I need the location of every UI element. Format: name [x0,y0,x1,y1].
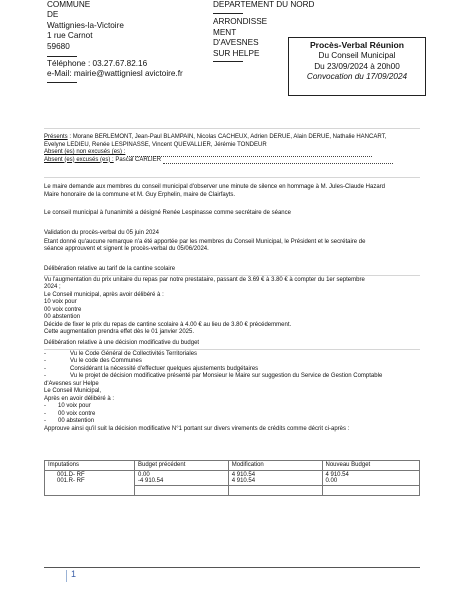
table-cell [45,471,135,486]
cantine-line-1: Vu l'augmentation du prix unitaire du repas par notre prestataire, passant de 3.69 € à 3.80 € à compter du 1er septembre [44,276,365,283]
silence-line-1: Le maire demande aux membres du conseil municipal d'observer une minute de silence en hommage à M. Jules-Claude Hazard [44,184,385,190]
secretary-paragraph: Le conseil municipal à l'unanimité a désigné Renée Lespinasse comme secrétaire de séance [44,210,291,216]
excused-names: Pascal CARLIER [115,156,162,163]
table-cell [228,471,322,486]
budget-after: Après en avoir délibéré à : [44,395,115,402]
cell-text: 4 910.54 [231,472,256,478]
budget-bullet-1 [44,351,424,359]
divider [213,13,243,14]
footer-vertical-rule [66,570,67,582]
absent-line [44,149,420,157]
cantine-section [44,266,424,337]
cell-text: 0.00 [138,472,150,478]
commune-phone: Téléphone : 03.27.67.82.16 [47,59,148,69]
cell-text: -4 910.54 [138,478,164,484]
cell-text: 4 910.54 [325,472,349,478]
section-separator [44,349,420,350]
page-number: 1 [71,569,77,579]
session-convocation: Convocation du 17/09/2024 [306,72,408,82]
footer-rule [44,567,420,568]
bullet-text: 10 voix pour [58,403,91,409]
bullet-text: Vu le projet de décision modificative présenté par Monsieur le Maire sur suggestion du Service de Gestion Comptable [70,373,383,379]
commune-name: Wattignies-la-Victoire [47,20,124,30]
commune-email: e-Mail: mairie@wattigniesl avictoire.fr [47,69,183,79]
table-row [45,486,420,496]
arrondissement-line-4: SUR HELPE [213,48,260,58]
bullet-text: Vu le Code Général de Collectivités Territoriales [70,350,198,357]
header-separator [44,128,420,129]
budget-vote-for [44,403,424,411]
budget-table [44,460,420,496]
section-separator [44,177,420,178]
excused-line [44,157,420,165]
validation-line-2: séance approuvent et signent le procès-verbal du 05/06/2024. [44,246,209,252]
commune-de: DE [47,10,59,20]
validation-section [44,230,424,254]
budget-vote-against [44,411,424,419]
table-cell [228,486,322,496]
table-cell [135,486,229,496]
silence-line-2: Maire honoraire de la commune et M. Guy Erphelin, maire de Clairfayts. [44,191,236,198]
divider [47,56,77,57]
absent-label: Absent (es) non excusés (es) : [44,149,126,155]
cantine-line-4: Décide de fixer le prix du repas de cantine scolaire à 4.00 € au lieu de 3.80 € précédemment. [44,321,292,328]
silence-paragraph [44,184,424,199]
attendance-section [44,134,420,164]
bullet-marker: - [44,418,46,424]
table-header-cell: Nouveau Budget [322,461,420,471]
budget-vote-abstention [44,418,424,426]
arrondissement-line-1: ARRONDISSE [213,17,268,27]
budget-bullet-2 [44,358,424,366]
cantine-vote-against: 00 voix contre [44,306,82,313]
budget-approve: Approuve ainsi qu'il suit la décision modificative N°1 portant sur divers virements de crédits comme décrit ci-après : [44,425,350,432]
commune-label: COMMUNE [47,0,91,9]
cantine-line-3: Le Conseil municipal, après avoir délibéré à : [44,291,164,298]
section-separator [44,275,420,276]
present-names: : Morane BERLEMONT, Jean-Paul BLAMPAIN, Nicolas CACHEUX, Adrien DERUE, Alain DERUE, Nathalie HANCART, [67,134,387,140]
present-names-continued: Evelyne LEDIEU, Renée LESPINASSE, Vincent QUEVALLIER, Jérémie TONDEUR [44,141,267,148]
commune-postcode: 59680 [47,41,70,51]
present-label: Présents [44,134,68,140]
bullet-text: 00 voix contre [58,410,96,417]
table-row [45,471,420,486]
bullet-text: Vu le code des Communes [70,358,142,364]
cantine-vote-for: 10 voix pour [44,299,77,305]
cantine-line-2: 2024 ; [44,284,61,290]
cantine-title: Délibération relative au tarif de la cantine scolaire [44,266,176,272]
session-box [288,37,426,96]
dotted-leader [127,151,372,157]
budget-title: Délibération relative à une décision modificative du budget [44,340,200,346]
table-header-cell: Imputations [45,461,135,471]
session-subtitle: Du Conseil Municipal [318,50,396,60]
table-cell [322,486,420,496]
bullet-marker: - [44,365,46,372]
commune-block [47,0,183,83]
table-header-row [45,461,420,471]
session-title: Procès-Verbal Réunion [309,40,405,50]
cell-text: 0.00 [325,478,338,484]
budget-bullet-4 [44,373,424,381]
commune-street: 1 rue Carnot [47,31,93,41]
cantine-vote-abstention: 00 abstention [44,314,81,320]
budget-council: Le Conseil Municipal, [44,388,102,394]
budget-bullet-4-continued: d'Avesnes sur Helpe [44,380,99,387]
table-cell [45,486,135,496]
bullet-marker: - [44,358,46,364]
table-header-cell: Modification [228,461,322,471]
bullet-marker: - [44,350,46,357]
dotted-leader [163,158,393,164]
validation-line-1: Etant donné qu'aucune remarque n'a été apportée par les membres du Conseil Municipal, le Président et le secrétaire de [44,238,366,245]
excused-label: Absent (es) excusés (es) : [44,156,114,163]
bullet-text: 00 abstention [58,418,95,424]
validation-title: Validation du procès-verbal du 05 juin 2024 [44,230,159,236]
divider [47,82,77,83]
bullet-marker: - [44,373,46,379]
department-label: DEPARTEMENT DU NORD [213,0,315,9]
bullet-marker: - [44,403,46,409]
budget-section [44,340,424,433]
arrondissement-line-3: D'AVESNES [213,38,259,48]
budget-bullet-3 [44,366,424,374]
bullet-text: Considérant la nécessité d'effectuer quelques ajustements budgétaires [70,365,259,372]
divider [213,61,243,62]
session-date: Du 23/09/2024 à 20h00 [314,61,400,71]
present-line [44,134,420,142]
table-cell [322,471,420,486]
table-header-cell: Budget précédent [135,461,229,471]
cell-text: 001.R- RF [57,478,85,484]
table-cell [135,471,229,486]
cantine-line-5: Cette augmentation prendra effet dès le 01 janvier 2025. [44,329,194,335]
cell-text: 001.D- RF [57,472,85,478]
bullet-marker: - [44,410,46,417]
cell-text: 4 910.54 [231,478,256,484]
arrondissement-line-2: MENT [213,27,237,37]
